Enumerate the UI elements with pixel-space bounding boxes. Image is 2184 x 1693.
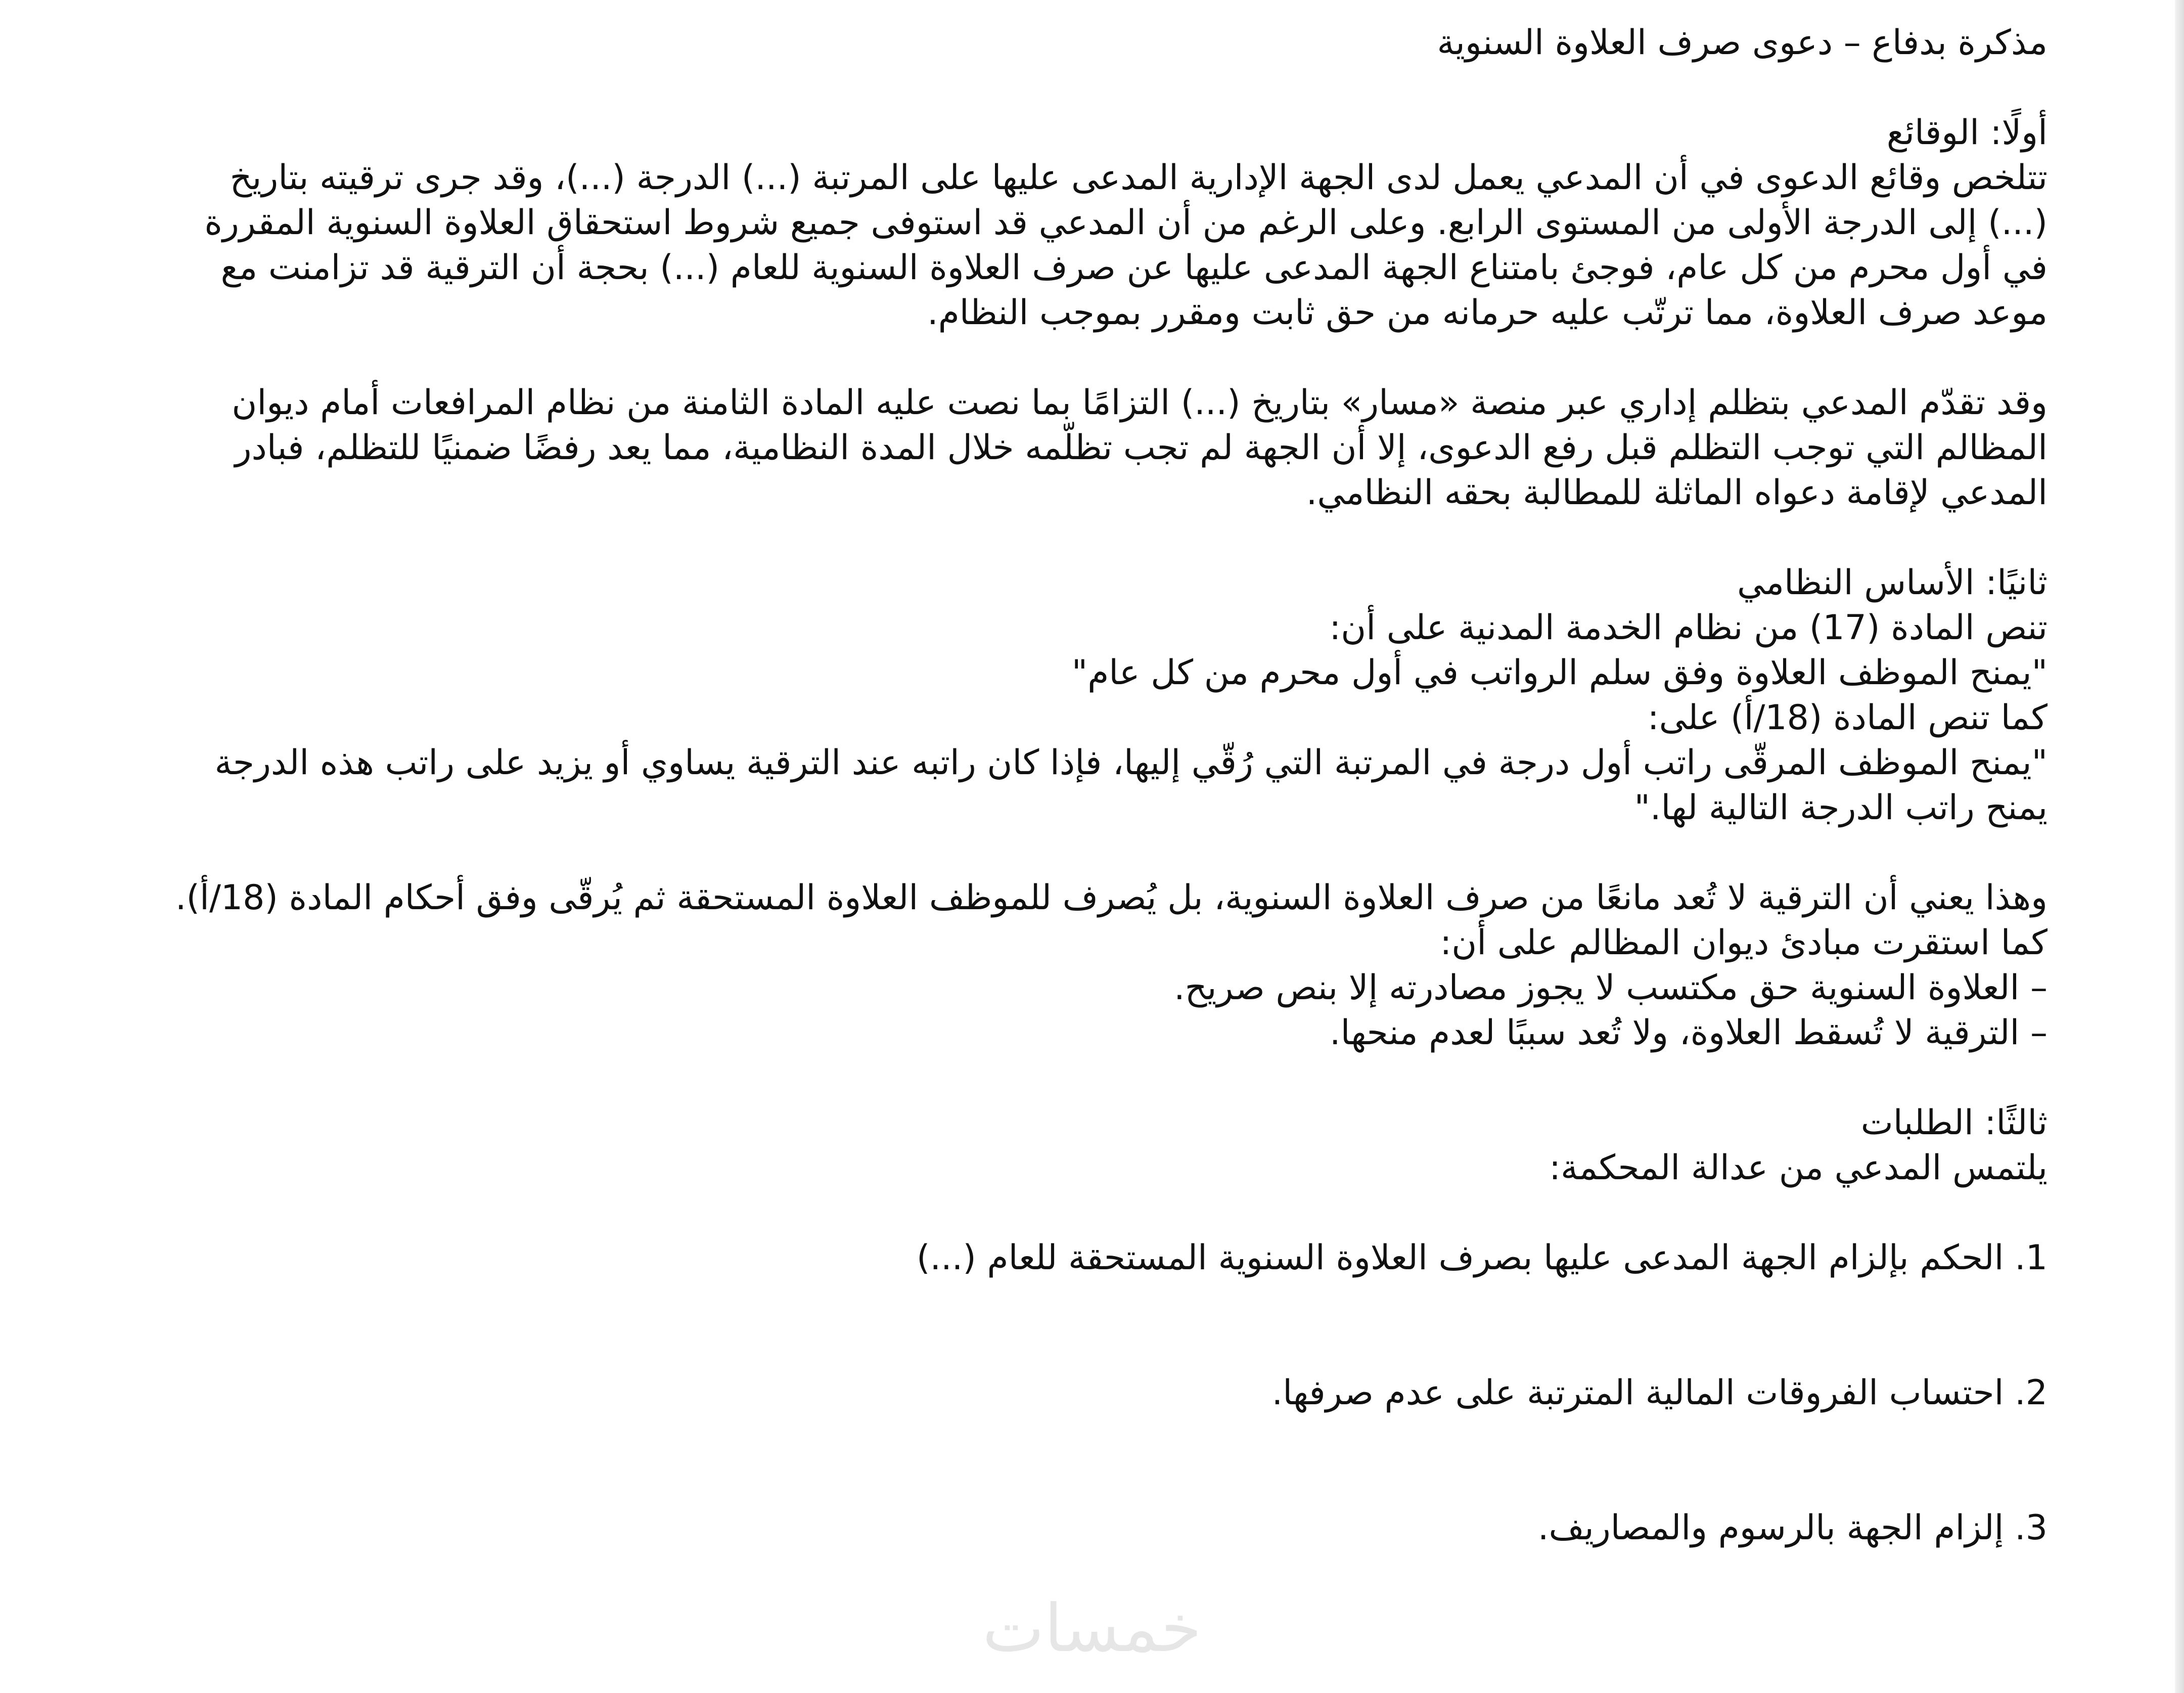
facts-paragraph-1-line-4: موعد صرف العلاوة، مما ترتّب عليه حرمانه من حق ثابت ومقرر بموجب النظام. (927, 293, 2048, 333)
facts-paragraph-1-line-1: تتلخص وقائع الدعوى في أن المدعي يعمل لدى الجهة الإدارية المدعى عليها على المرتبة (...) الدرجة (...)، وقد جرى ترقيته بتاريخ (230, 158, 2048, 198)
request-item-1: 1. الحكم بإلزام الجهة المدعى عليها بصرف العلاوة السنوية المستحقة للعام (...) (917, 1238, 2048, 1278)
legal-basis-principle-1: – العلاوة السنوية حق مكتسب لا يجوز مصادرته إلا بنص صريح. (1174, 968, 2048, 1008)
legal-basis-quote-2-line-2: يمنح راتب الدرجة التالية لها." (1634, 788, 2048, 828)
request-item-3: 3. إلزام الجهة بالرسوم والمصاريف. (1537, 1508, 2048, 1548)
window-right-edge (2175, 0, 2184, 1693)
facts-paragraph-2-line-3: المدعي لإقامة دعواه الماثلة للمطالبة بحقه النظامي. (1306, 473, 2048, 513)
spacer (66, 830, 2048, 875)
request-item-2: 2. احتساب الفروقات المالية المترتبة على عدم صرفها. (1271, 1373, 2048, 1413)
spacer (66, 1415, 2048, 1505)
legal-basis-principle-2: – الترقية لا تُسقط العلاوة، ولا تُعد سببًا لعدم منحها. (1330, 1013, 2048, 1053)
legal-basis-heading: ثانيًا: الأساس النظامي (1737, 563, 2048, 603)
requests-intro: يلتمس المدعي من عدالة المحكمة: (1549, 1148, 2048, 1188)
facts-heading: أولًا: الوقائع (1886, 113, 2048, 153)
legal-basis-quote-1: "يمنح الموظف العلاوة وفق سلم الرواتب في أول محرم من كل عام" (1071, 653, 2048, 693)
spacer (66, 1280, 2048, 1370)
facts-paragraph-1-line-3: في أول محرم من كل عام، فوجئ بامتناع الجهة المدعى عليها عن صرف العلاوة السنوية للعام (...) بحجة أن الترقية قد تزامنت مع (220, 248, 2048, 288)
spacer (66, 1190, 2048, 1235)
legal-basis-principles-intro: كما استقرت مبادئ ديوان المظالم على أن: (1440, 923, 2048, 963)
document-title: مذكرة بدفاع – دعوى صرف العلاوة السنوية (1437, 23, 2048, 63)
legal-basis-quote-2-line-1: "يمنح الموظف المرقّى راتب أول درجة في المرتبة التي رُقّي إليها، فإذا كان راتبه عند الترقية يساوي أو يزيد على راتب هذه الدرجة (214, 743, 2048, 783)
spacer (66, 65, 2048, 110)
spacer (66, 515, 2048, 560)
facts-paragraph-2-line-1: وقد تقدّم المدعي بتظلم إداري عبر منصة «مسار» بتاريخ (...) التزامًا بما نصت عليه المادة الثامنة من نظام المرافعات أمام ديوان (232, 383, 2048, 423)
spacer (66, 335, 2048, 380)
legal-basis-line-2: كما تنص المادة (18/أ) على: (1647, 698, 2048, 738)
facts-paragraph-2-line-2: المظالم التي توجب التظلم قبل رفع الدعوى، إلا أن الجهة لم تجب تظلّمه خلال المدة النظامية، مما يعد رفضًا ضمنيًا للتظلم، فبادر (235, 428, 2048, 468)
legal-basis-conclusion: وهذا يعني أن الترقية لا تُعد مانعًا من صرف العلاوة السنوية، بل يُصرف للموظف العلاوة المستحقة ثم يُرقّى وفق أحكام المادة (18/أ). (175, 878, 2048, 918)
spacer (66, 1055, 2048, 1100)
document-body (66, 20, 2048, 1550)
khamsat-watermark: خمسات (982, 1590, 1202, 1667)
requests-heading: ثالثًا: الطلبات (1860, 1103, 2048, 1143)
legal-basis-line-1: تنص المادة (17) من نظام الخدمة المدنية على أن: (1329, 608, 2048, 648)
facts-paragraph-1-line-2: (...) إلى الدرجة الأولى من المستوى الرابع. وعلى الرغم من أن المدعي قد استوفى جميع شروط استحقاق العلاوة السنوية المقررة (204, 203, 2048, 243)
